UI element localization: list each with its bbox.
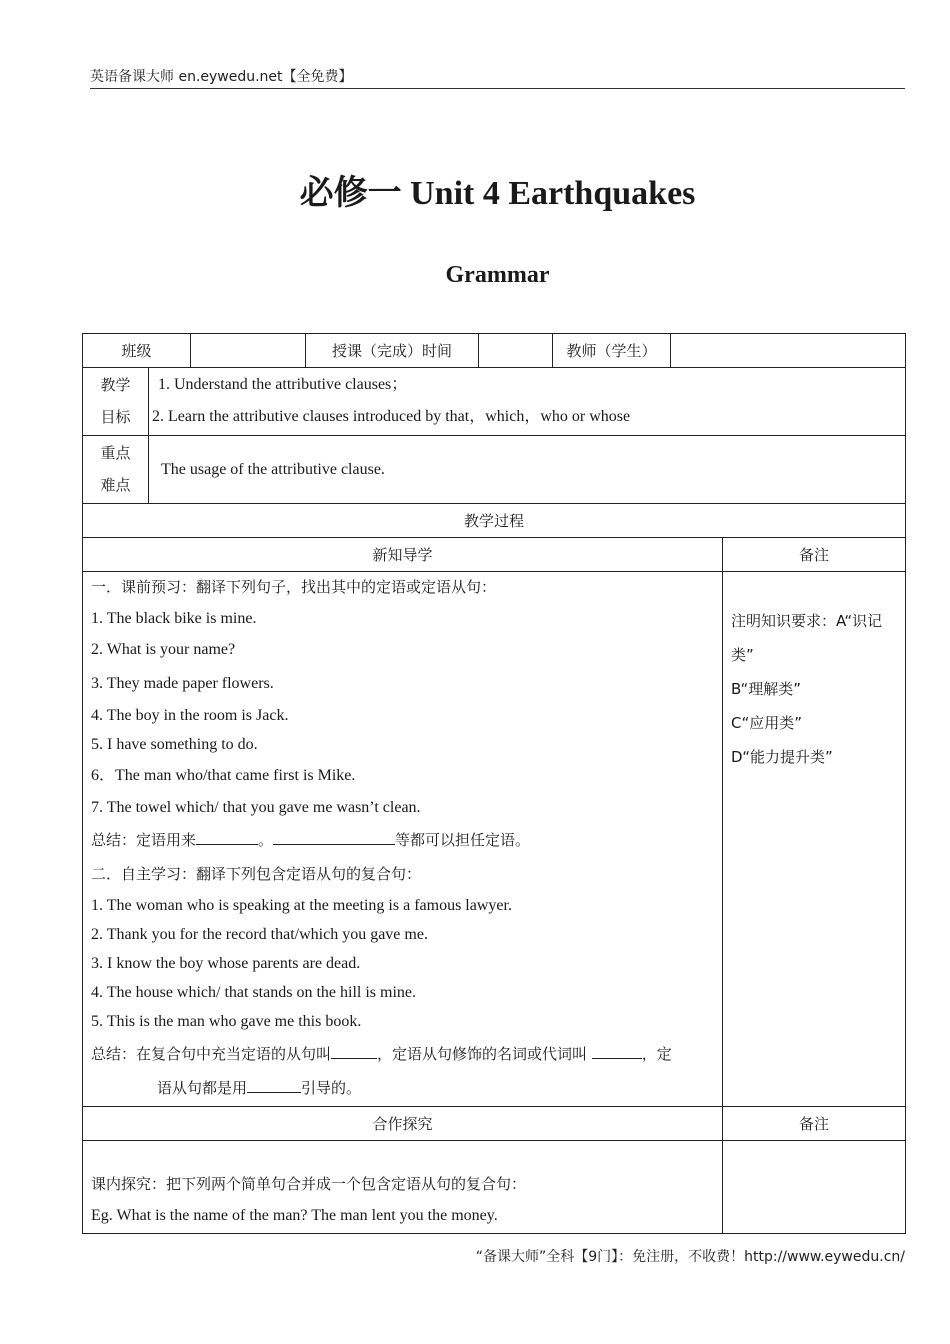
section2-content [83, 1141, 723, 1234]
self-study-sentence: 3. I know the boy whose parents are dead. [91, 955, 361, 972]
preview-sentence: 4. The boy in the room is Jack. [91, 707, 289, 724]
preview-sentence: 7. The towel which/ that you gave me wasn’t clean. [91, 799, 421, 816]
self-study-title: 二．自主学习：翻译下列包含定语从句的复合句： [91, 865, 422, 883]
summary-2-part: ，定语从句修饰的名词或代词叫 [377, 1045, 592, 1063]
summary-2-part: 引导的。 [301, 1079, 362, 1097]
meta-row [83, 334, 906, 368]
preview-sentence: 3. They made paper flowers. [91, 675, 274, 692]
page-title: 必修一 Unit 4 Earthquakes [299, 175, 696, 212]
note-line: B“理解类” [731, 680, 802, 698]
note-line: 注明知识要求：A“识记 [731, 612, 883, 630]
key-points-text: The usage of the attributive clause. [161, 460, 385, 478]
self-study-sentence: 5. This is the man who gave me this book. [91, 1013, 362, 1030]
section2-notes [723, 1141, 906, 1234]
section1-notes-heading: 备注 [723, 538, 906, 572]
page-footer: “备课大师”全科【9门】：免注册，不收费！http://www.eywedu.cn/ [475, 1249, 905, 1265]
cooperation-task: 课内探究：把下列两个简单句合并成一个包含定语从句的复合句： [91, 1175, 527, 1193]
preview-sentence: 1. The black bike is mine. [91, 610, 257, 627]
note-line: 类” [731, 646, 754, 664]
summary-2-part: 总结：在复合句中充当定语的从句叫 [91, 1045, 332, 1063]
time-label: 授课（完成）时间 [306, 334, 479, 368]
note-line: C“应用类” [731, 714, 803, 732]
section2-body-row [83, 1141, 906, 1234]
self-study-sentence: 1. The woman who is speaking at the meeting is a famous lawyer. [91, 897, 512, 914]
blank-field[interactable] [592, 1044, 642, 1059]
page-header [90, 66, 905, 89]
key-points-label-cell [83, 436, 149, 504]
summary-1-part: 总结：定语用来 [91, 831, 197, 849]
key-points-label-top: 重点 [100, 444, 131, 462]
section1-heading: 新知导学 [83, 538, 723, 572]
summary-1 [83, 829, 722, 851]
process-heading-row [83, 504, 906, 538]
preview-sentence: 6．The man who/that came first is Mike. [91, 767, 356, 784]
blank-field[interactable] [331, 1044, 377, 1059]
preview-sentence: 5. I have something to do. [91, 736, 258, 753]
objective-item: 1. Understand the attributive clauses； [158, 376, 408, 393]
page-subtitle: Grammar [445, 262, 550, 288]
section2-heading-row [83, 1107, 906, 1141]
objectives-row [83, 368, 906, 436]
time-field[interactable] [479, 334, 553, 368]
key-points-row [83, 436, 906, 504]
blank-field[interactable] [196, 830, 258, 845]
lesson-plan-table [82, 333, 906, 1234]
header-text: 英语备课大师 en.eywedu.net【全免费】 [90, 69, 353, 85]
class-label: 班级 [83, 334, 191, 368]
objective-item: 2. Learn the attributive clauses introduced by that，which，who or whose [152, 408, 631, 425]
key-points-label-bottom: 难点 [100, 476, 131, 494]
section2-heading: 合作探究 [83, 1107, 723, 1141]
teacher-field[interactable] [671, 334, 906, 368]
section2-notes-heading: 备注 [723, 1107, 906, 1141]
process-heading: 教学过程 [83, 504, 906, 538]
section1-heading-row [83, 538, 906, 572]
note-line: D“能力提升类” [731, 748, 833, 766]
preview-title: 一．课前预习：翻译下列句子，找出其中的定语或定语从句： [91, 578, 497, 596]
section1-content [83, 572, 723, 1107]
summary-1-part: 。 [258, 831, 274, 849]
summary-2-part: ，定 [641, 1045, 672, 1063]
blank-field[interactable] [273, 830, 395, 845]
summary-2 [83, 1043, 722, 1065]
key-points-content [149, 436, 906, 504]
objectives-label-bottom: 目标 [100, 408, 131, 426]
blank-field[interactable] [247, 1078, 301, 1093]
objectives-content [149, 368, 906, 436]
preview-sentence: 2. What is your name? [91, 641, 236, 658]
section1-body-row [83, 572, 906, 1107]
cooperation-example: Eg. What is the name of the man? The man lent you the money. [91, 1207, 498, 1224]
objectives-label-cell [83, 368, 149, 436]
self-study-sentence: 2. Thank you for the record that/which you gave me. [91, 926, 428, 943]
teacher-label: 教师（学生） [553, 334, 671, 368]
self-study-sentence: 4. The house which/ that stands on the hill is mine. [91, 984, 416, 1001]
summary-2-part: 语从句都是用 [157, 1079, 248, 1097]
objectives-label-top: 教学 [100, 376, 131, 394]
section1-notes [723, 572, 906, 1107]
summary-2-continued [83, 1077, 722, 1099]
class-field[interactable] [191, 334, 306, 368]
summary-1-part: 等都可以担任定语。 [395, 831, 531, 849]
